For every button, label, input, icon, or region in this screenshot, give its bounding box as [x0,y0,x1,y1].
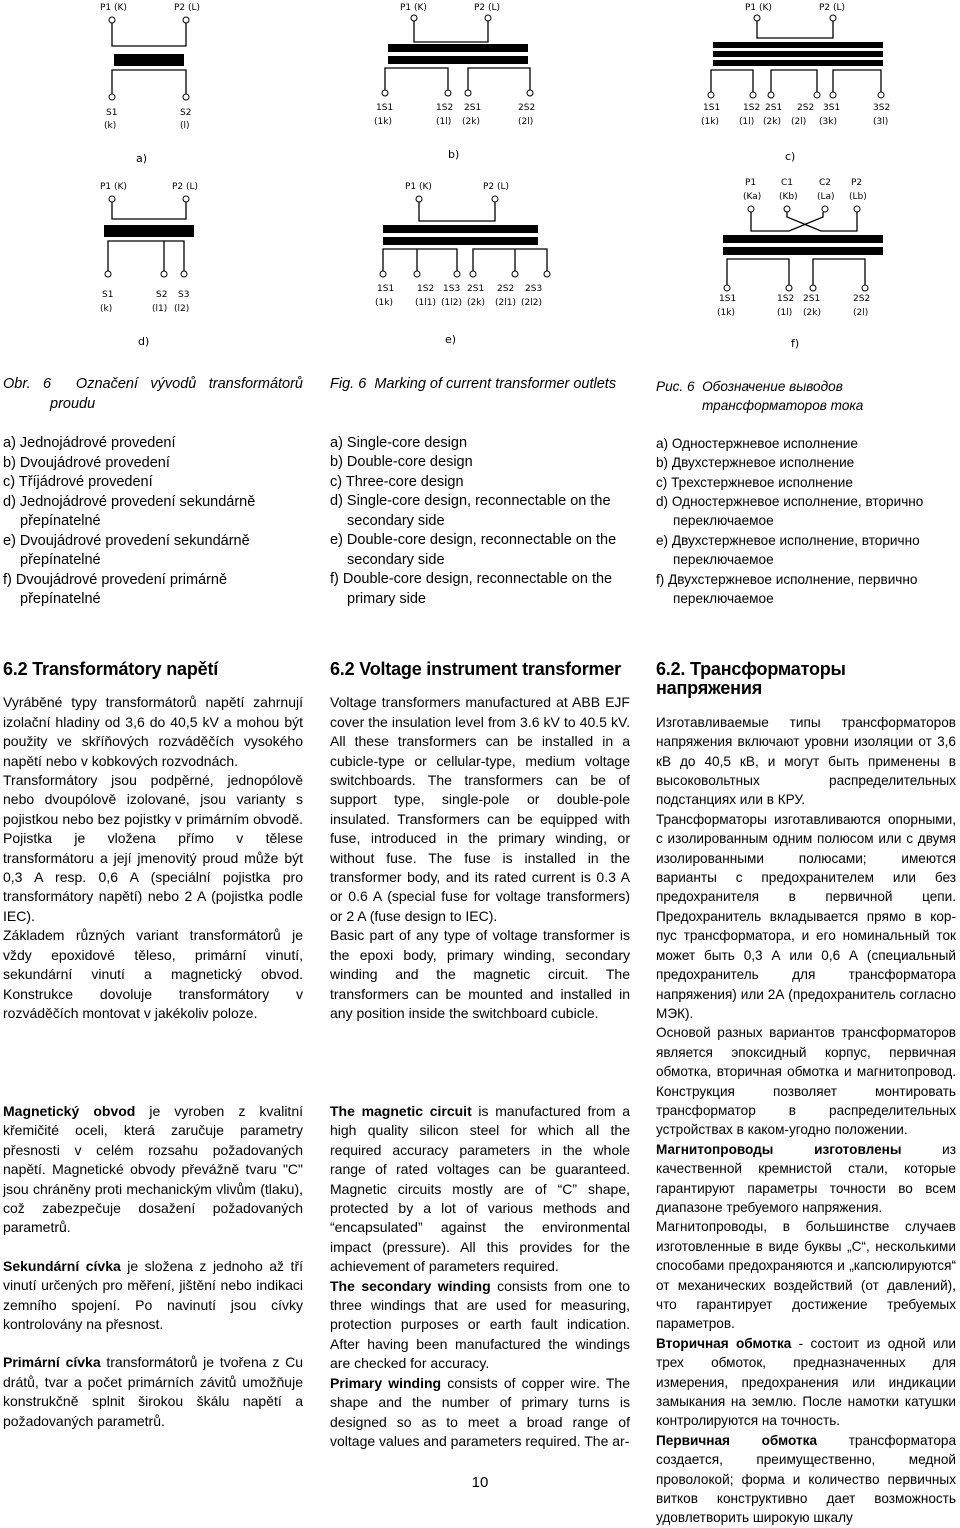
svg-text:3S2: 3S2 [873,103,891,113]
terminal-p1: P1 (K) [100,3,127,13]
section-en [330,660,630,1023]
svg-text:2S1: 2S1 [803,294,821,304]
figure-caption-ru [656,377,956,608]
core-bar-2 [383,237,538,245]
paragraph: Primary winding consists of copper wire. The shape and the number of primary turns is designed so as to meet a broad range of voltage values and parameters required. The ar- [330,1374,630,1449]
svg-text:(2l): (2l) [518,117,534,127]
svg-text:(3l): (3l) [873,117,889,127]
figure-items-cz [3,434,303,610]
core-bar-3 [713,60,883,66]
svg-text:1S1: 1S1 [376,103,394,113]
section-cz-lower [3,1102,303,1431]
diagram-caption: d) [138,335,150,348]
figure-title: Označení vývodů transformátorů proudu [50,376,303,412]
svg-text:2S1: 2S1 [467,284,485,294]
svg-text:2S3: 2S3 [525,284,543,294]
svg-text:(1k): (1k) [717,308,735,318]
svg-text:(l2): (l2) [174,304,190,314]
figure-item: a) Single-core design [330,434,468,451]
svg-text:(2l): (2l) [791,117,807,127]
terminal-p1: P1 (K) [745,3,772,13]
diagram-d-svg [90,175,250,350]
core-bar-1 [713,42,883,48]
diagram-caption: a) [136,152,148,165]
term: The magnetic circuit [330,1103,472,1119]
svg-text:(k): (k) [100,304,113,314]
term: Primární cívka [3,1354,101,1371]
diagram-a-svg [80,0,240,168]
term: Primary winding [330,1374,442,1391]
term: Magnetický obvod [3,1103,136,1119]
svg-text:2S2: 2S2 [518,103,536,113]
svg-text:2S2: 2S2 [497,284,515,294]
figure-item: c) Three-core design [330,473,464,490]
svg-text:(3k): (3k) [819,117,837,127]
terminal-p2: P2 (L) [474,3,501,13]
section-heading: 6.2 Voltage instrument transformer [330,659,621,679]
svg-text:(1k): (1k) [701,117,719,127]
svg-text:C1: C1 [781,178,794,188]
diagram-c-svg [695,0,905,168]
svg-text:(Ka): (Ka) [743,192,762,202]
paragraph: Вторичная обмотка - состоит из одной или трех обмоток, предназначенных для измерения, предохранения или индикации замыкания на землю. После намотки катушки контролируются на точность. [656,1335,956,1429]
figure-label: Рис. 6 [656,379,695,394]
svg-text:(1l2): (1l2) [441,298,462,308]
svg-text:1S3: 1S3 [443,284,461,294]
paragraph: Трансформаторы изготавливаются опорными, с изолированным одним полюсом или с двумя изолированными полюсами; имеются варианты с предохранителем или без предохранителя в первичной цепи. Предохранитель вкладывается прямо в кор-пус трансформатора, и его номинальный ток может быть 0,3 А или 0,6 А (специальный предохранитель для трансформатора напряжения) или 2А (предохранитель согласно МЭК). [656,811,956,1021]
svg-text:(2l2): (2l2) [521,298,542,308]
diagram-caption: f) [791,337,800,350]
figure-item: d) Jednojádrové provedení sekundárně přepínatelné [3,493,256,529]
terminal-p1: P1 (K) [400,3,427,13]
figure-item: c) Tříjádrové provedení [3,474,153,490]
figure-item: b) Double-core design [330,454,473,470]
section-heading: 6.2. Трансформаторы напряжения [656,659,846,699]
svg-text:(2k): (2k) [462,117,480,127]
figure-title: Обозначение выводов трансформаторов тока [702,379,864,414]
figure-item: e) Двухстержневое исполнение, вторично переключаемое [656,532,920,568]
diagram-e-svg [365,175,575,350]
core-bar [114,54,184,66]
section-ru [656,660,956,1528]
diagram-a [80,0,240,168]
svg-text:(La): (La) [817,192,835,202]
figure-item: b) Двухстержневое исполнение [656,455,855,471]
paragraph: Základem různých variant transformátorů je vždy epoxidové těleso, primární vinutí, sekundární vinutí a magnetický obvod. Konstrukce dovoluje transformátory v rozváděčích montovat v jakékoliv poloze. [3,927,303,1021]
figure-item: a) Одностержневое исполнение [656,435,858,451]
svg-text:(1k): (1k) [374,117,392,127]
figure-caption-en [330,375,632,609]
section-heading: 6.2 Transformátory napětí [3,659,219,679]
svg-text:P2: P2 [851,178,863,188]
svg-text:(l1): (l1) [152,304,168,314]
svg-text:(1l1): (1l1) [415,298,436,308]
diagram-b [370,0,560,168]
term: Вторичная обмотка [656,1335,792,1351]
core-bar-2 [388,56,528,64]
svg-text:P1: P1 [745,178,757,188]
paragraph: The secondary winding consists from one to three windings that are used for measuring, protection purposes or earth fault indication. After having been manufactured the windings are checked for accuracy. [330,1277,630,1372]
svg-text:3S1: 3S1 [823,103,841,113]
svg-text:(2k): (2k) [467,298,485,308]
figure-item: f) Dvoujádrové provedení primárně přepínatelné [3,571,228,607]
core-bar-2 [723,247,883,255]
terminal-p2: P2 (L) [819,3,846,13]
paragraph: Basic part of any type of voltage transformer is the epoxi body, primary winding, secondary winding and the magnetic circuit. The transformers can be mounted and installed in any position inside the switchboard cubicle. [330,927,630,1021]
figure-items-ru [656,434,956,609]
svg-text:1S1: 1S1 [703,103,721,113]
core-bar-2 [713,51,883,57]
svg-text:2S1: 2S1 [464,103,482,113]
svg-text:(Lb): (Lb) [849,192,867,202]
svg-text:(l): (l) [180,121,190,131]
figure-label: Fig. 6 [330,376,367,392]
term: Первичная обмотка [656,1432,818,1448]
svg-text:(1k): (1k) [375,298,393,308]
svg-text:(1l): (1l) [739,117,755,127]
core-bar [104,225,194,237]
svg-text:S3: S3 [178,290,190,300]
paragraph: Изготавливаемые типы трансформаторов напряжения включают уровни изоляции от 3,6 кВ до 40,5 кВ, и могут быть применены в высоковольтных распределительных подстанциях или в КРУ. [656,714,956,808]
svg-text:S2: S2 [180,108,192,118]
svg-text:2S2: 2S2 [797,103,815,113]
paragraph: Основой разных вариантов трансформаторов является эпоксидный корпус, первичная обмотка, вторичная обмотка и магнитопровод. Конструкция позволяет монтировать трансформатор в распределительных устройствах в каком-угодно положении. [656,1025,956,1138]
figure-item: c) Трехстержневое исполнение [656,474,853,490]
diagram-caption: c) [785,150,796,163]
svg-text:S1: S1 [102,290,114,300]
section-en-lower [330,1102,630,1451]
paragraph: Первичная обмотка трансформатора создается, преимущественно, медной проволокой; форма и количество первичных витков конструктивно дает возможность удовлетворить широкую шкалу [656,1432,957,1526]
svg-text:(Kb): (Kb) [779,192,798,202]
terminal-p1: P1 (K) [100,182,127,192]
paragraph: Магнитопроводы изготовлены из качественной кремнистой стали, которые гарантируют параметры точности во всем диапазоне требуемого напряжения. [656,1141,956,1215]
figure-item: a) Jednojádrové provedení [3,435,176,451]
svg-text:(2l1): (2l1) [495,298,516,308]
svg-text:S2: S2 [156,290,168,300]
core-bar-1 [723,235,883,243]
svg-text:(2l): (2l) [853,308,869,318]
figure-title: Marking of current transformer outlets [374,376,617,392]
paragraph: Vyráběné typy transformátorů napětí zahrnují izolační hladiny od 3,6 do 40,5 kV a mohou být použity ve skříňových rozváděčích vysokého napětí nebo v kobkových rozvodnách. [3,694,303,769]
core-bar-1 [388,44,528,52]
svg-text:2S1: 2S1 [765,103,783,113]
svg-text:2S2: 2S2 [853,294,871,304]
core-bar-1 [383,225,538,233]
figure-item: f) Double-core design, reconnectable on the primary side [330,571,613,607]
svg-text:(1l): (1l) [436,117,452,127]
svg-text:(2k): (2k) [763,117,781,127]
svg-text:1S2: 1S2 [417,284,435,294]
figure-item: f) Двухстержневое исполнение, первично переключаемое [656,571,918,607]
terminal-p2: P2 (L) [483,182,510,192]
svg-text:S1: S1 [106,108,118,118]
paragraph: Магнитопроводы, в большинстве случаев изготовленные в виде буквы „С“, несколькими способами предохраняются и „капсюлируются“ от механических воздействий (от давлений), что гарантирует достижение требуемых параметров. [656,1219,956,1332]
figure-item: e) Double-core design, reconnectable on the secondary side [330,532,617,568]
figure-item: b) Dvoujádrové provedení [3,454,170,471]
terminal-p2: P2 (L) [174,3,201,13]
svg-text:C2: C2 [819,178,832,188]
diagram-b-svg [370,0,560,168]
figure-items-en [330,434,632,610]
term: Магнитопроводы изготовлены [656,1141,902,1157]
section-cz [3,660,303,1023]
term: Sekundární cívka [3,1257,121,1274]
paragraph: The magnetic circuit is manufactured from a high quality silicon steel for which all the required accuracy parameters in the whole range of rated voltages can be guaranteed. Magnetic circuits mostly are of “C” shape, protected by a lot of various methods and “encapsulated” against the environmental impact (pressure). All this provides for the achievement of parameters required. [330,1103,630,1275]
terminal-p1: P1 (K) [405,182,432,192]
terminal-p2: P2 (L) [172,182,199,192]
term: The secondary winding [330,1277,491,1294]
paragraph: Sekundární cívka je složena z jednoho až tří vinutí určených pro měření, jištění nebo indikaci zemního spojení. Po navinutí jsou cívky kontrolovány na přesnost. [3,1257,303,1333]
svg-text:(1l): (1l) [777,308,793,318]
diagram-e [365,175,575,350]
diagram-f-svg [705,175,905,355]
diagram-f [705,175,905,355]
figure-label: Obr. 6 [3,376,52,392]
paragraph: Primární cívka transformátorů je tvořena z Cu drátů, tvar a počet primárních závitů umožňuje konstrukčně splnit širokou škálu napětí a požadovaných parametrů. [3,1354,303,1429]
figure-item: d) Single-core design, reconnectable on the secondary side [330,493,611,529]
diagram-caption: e) [445,333,457,346]
svg-text:(k): (k) [104,121,117,131]
figure-item: e) Dvoujádrové provedení sekundárně přepínatelné [3,532,250,568]
figure-item: d) Одностержневое исполнение, вторично переключаемое [656,494,924,529]
figure-caption-cz [3,375,303,610]
diagram-caption: b) [448,148,460,161]
svg-text:1S2: 1S2 [777,294,795,304]
diagram-c [695,0,905,168]
paragraph: Magnetický obvod je vyroben z kvalitní křemičité oceli, která zaručuje parametry přesnosti v celém rozsahu požadovaných napětí. Magnetické obvody převážně tvaru "C" jsou chráněny proti mechanickým vlivům (tlaku), což zabezpečuje dosažení požadovaných parametrů. [3,1103,303,1236]
svg-text:1S1: 1S1 [377,284,395,294]
svg-text:(2k): (2k) [803,308,821,318]
page-number: 10 [471,1474,489,1491]
paragraph: Voltage transformers manufactured at ABB EJF cover the insulation level from 3.6 kV to 40.5 kV. All these transformers can be installed in a cubicle-type or cellular-type, medium voltage switchboards. The transformers can be of support type, single-pole or double-pole insulated. Transformers can be equipped with fuse, introduced in the primary winding, or without fuse. The fuse is installed in the transformer body, and its rated current is 0.3 A or 0.6 A (special fuse for voltage transformers) or 2 A (fuse design to IEC). [330,694,630,924]
svg-text:1S2: 1S2 [743,103,761,113]
diagram-d [90,175,250,350]
svg-text:1S2: 1S2 [436,103,454,113]
svg-text:1S1: 1S1 [719,294,737,304]
paragraph: Transformátory jsou podpěrné, jednopólově nebo dvoupólově izolované, jsou varianty s pojistkou nebo bez pojistky v primárním obvodě. Pojistka je vložena přímo v tělese transformátoru a její jmenovitý proud může být 0,3 A resp. 0,6 A (speciální pojistka pro transformátory napětí) nebo 2 A (pojistka podle IEC). [3,772,303,924]
